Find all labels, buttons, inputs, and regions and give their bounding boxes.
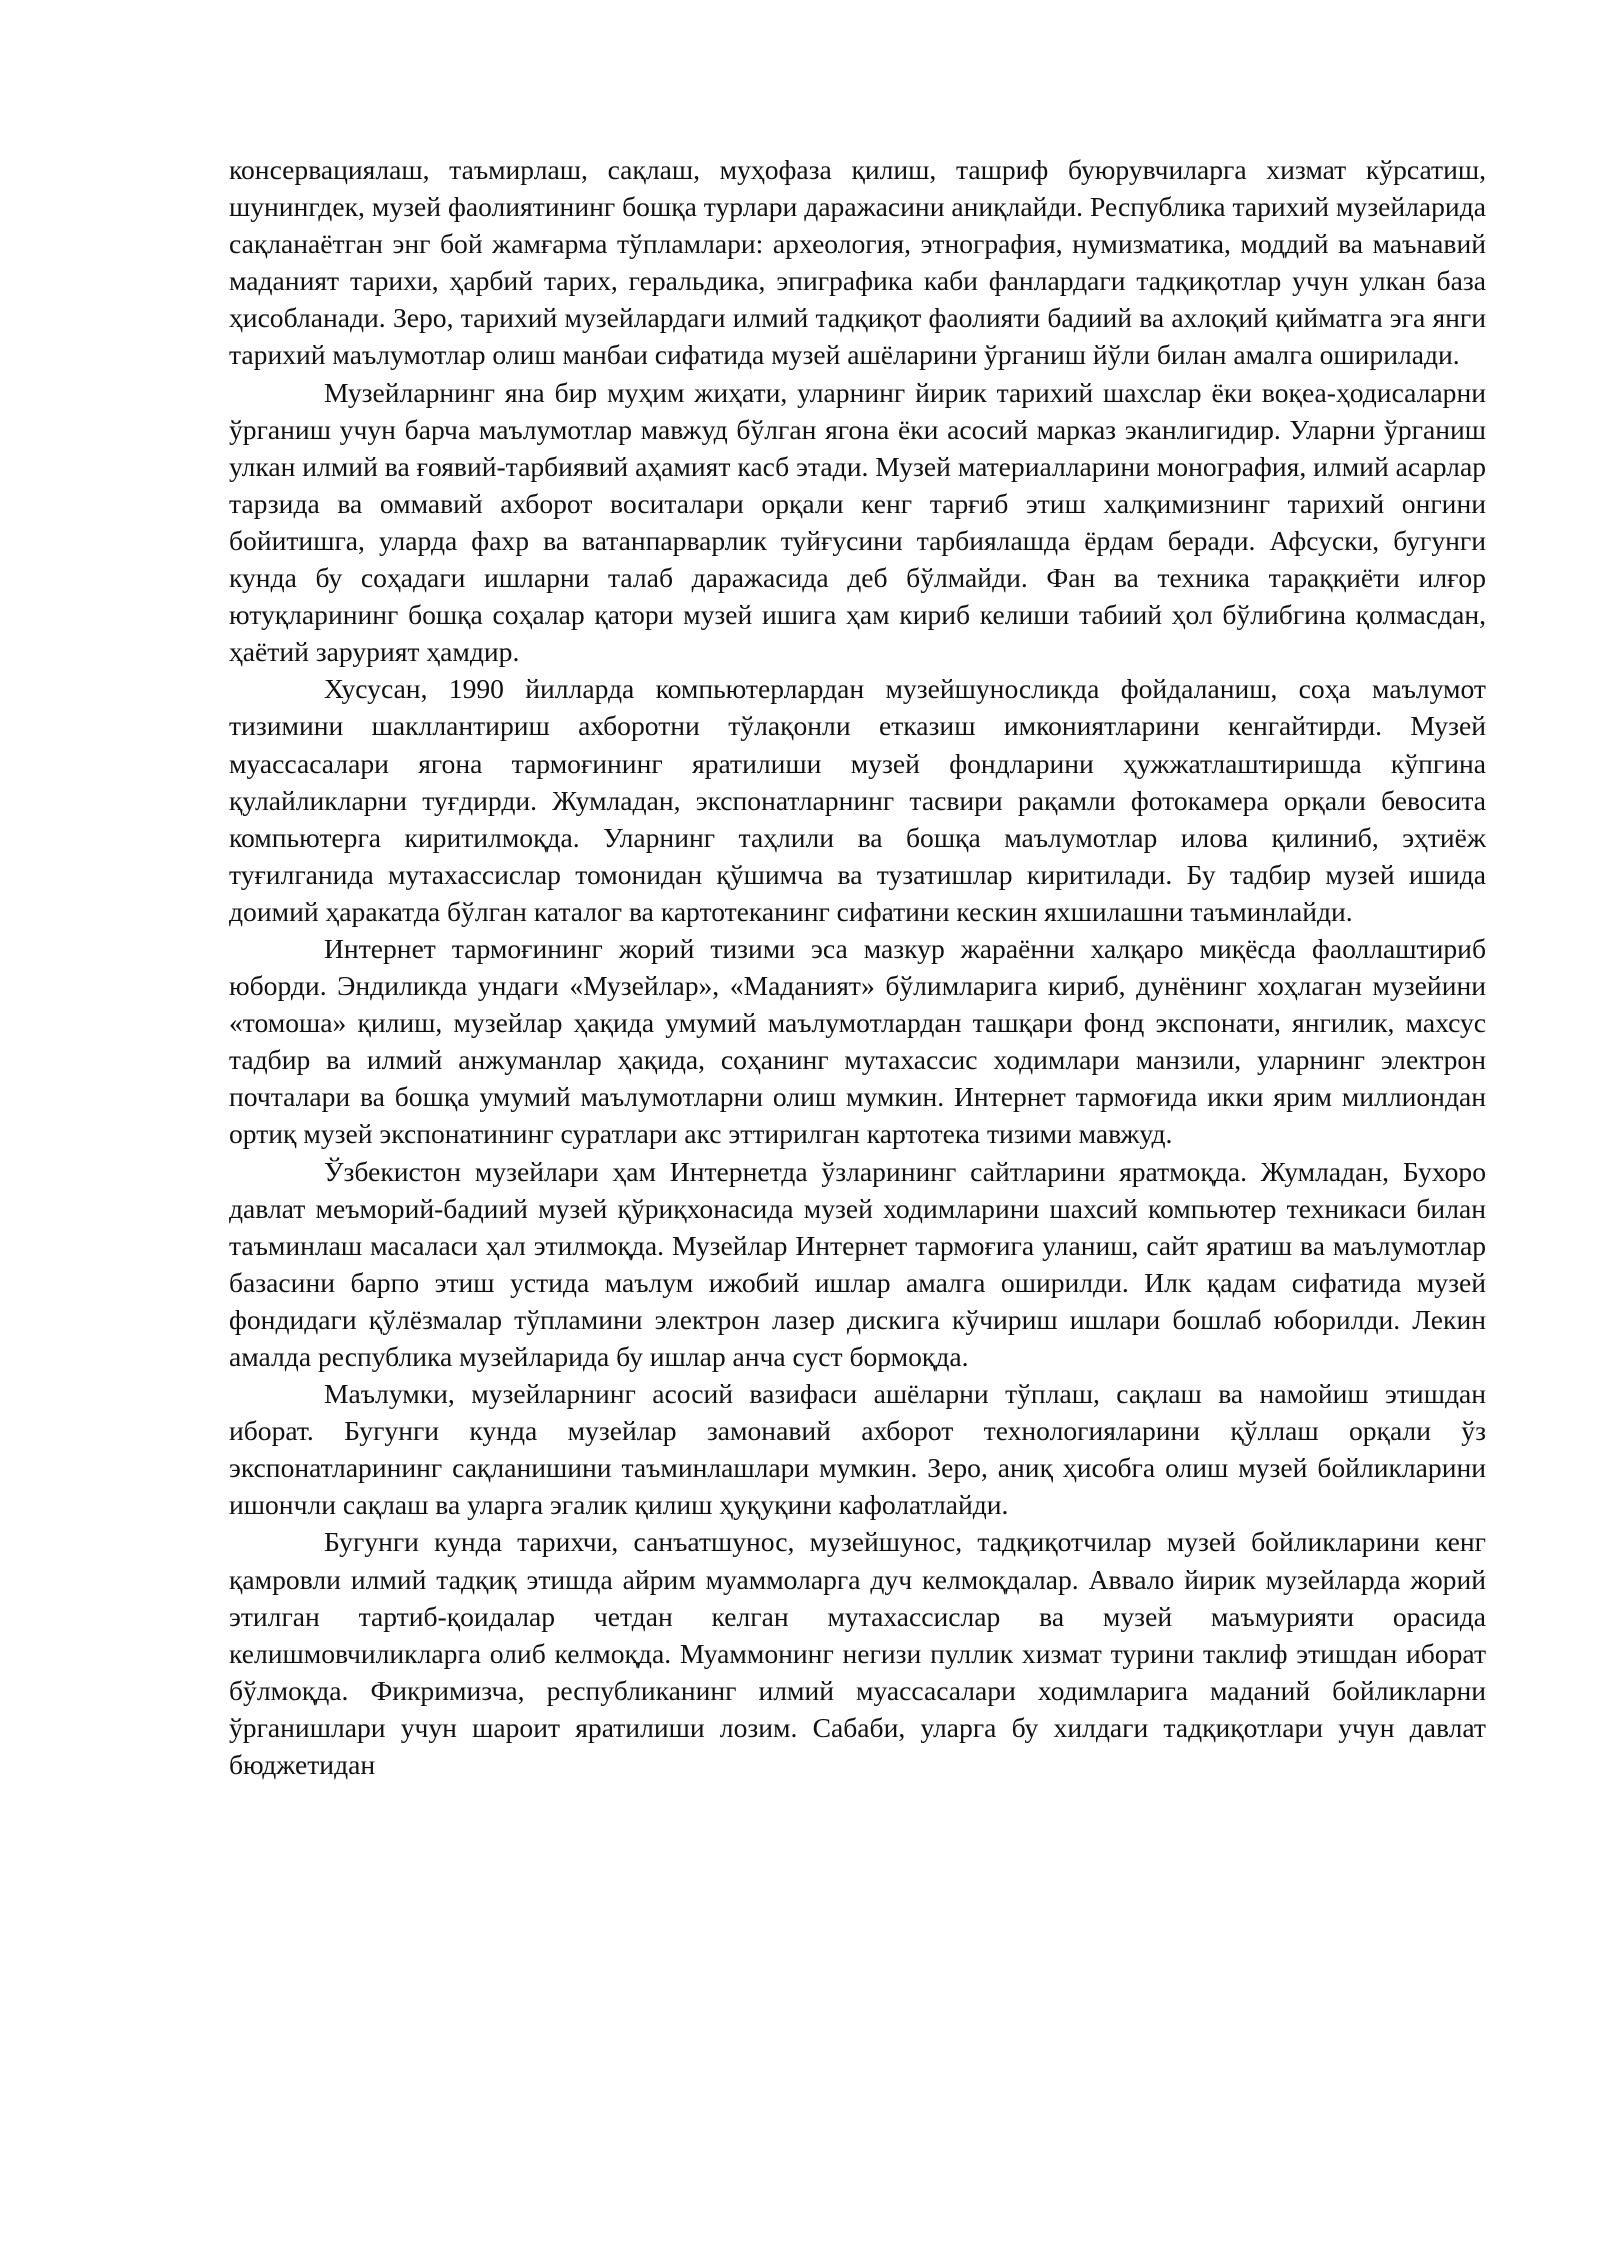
paragraph-6: Маълумки, музейларнинг асосий вазифаси ашёларни тўплаш, сақлаш ва намойиш этишдан иборат. Бугунги кунда музейлар замонавий ахборот технологияларини қўллаш орқали ўз экспонатларининг сақланишини таъминлашлари мумкин. Зеро, аниқ ҳисобга олиш музей бойликларини ишончли сақлаш ва уларга эгалик қилиш ҳуқуқини кафолатлайди. (229, 1378, 1486, 1521)
paragraph-1: консервациялаш, таъмирлаш, сақлаш, муҳофаза қилиш, ташриф буюрувчиларга хизмат кўрсатиш, шунингдек, музей фаолиятининг бошқа турлари даражасини аниқлайди. Республика тарихий музейларида сақланаётган энг бой жамғарма тўпламлари: археология, этнография, нумизматика, моддий ва маънавий маданият тарихи, ҳарбий тарих, геральдика, эпиграфика каби фанлардаги тадқиқотлар учун улкан база ҳисобланади. Зеро, тарихий музейлардаги илмий тадқиқот фаолияти бадиий ва ахлоқий қийматга эга янги тарихий маълумотлар олиш манбаи сифатида музей ашёларини ўрганиш йўли билан амалга оширилади. (229, 154, 1486, 371)
paragraph-7: Бугунги кунда тарихчи, санъатшунос, музейшунос, тадқиқотчилар музей бойликларини кенг қамровли илмий тадқиқ этишда айрим муаммоларга дуч келмоқдалар. Аввало йирик музейларда жорий этилган тартиб-қоидалар четдан келган мутахассислар ва музей маъмурияти орасида келишмовчиликларга олиб келмоқда. Муаммонинг негизи пуллик хизмат турини таклиф этишдан иборат бўлмоқда. Фикримизча, республиканинг илмий муассасалари ходимларига маданий бойликларни ўрганишлари учун шароит яратилиши лозим. Сабаби, уларга бу хилдаги тадқиқотлари учун давлат бюджетидан (229, 1526, 1486, 1781)
paragraph-5: Ўзбекистон музейлари ҳам Интернетда ўзларининг сайтларини яратмоқда. Жумладан, Бухоро давлат меъморий-бадиий музей қўриқхонасида музей ходимларини шахсий компьютер техникаси билан таъминлаш масаласи ҳал этилмоқда. Музейлар Интернет тармоғига уланиш, сайт яратиш ва маълумотлар базасини барпо этиш устида маълум ижобий ишлар амалга оширилди. Илк қадам сифатида музей фондидаги қўлёзмалар тўпламини электрон лазер дискига кўчириш ишлари бошлаб юборилди. Лекин амалда республика музейларида бу ишлар анча суст бормоқда. (229, 1155, 1486, 1372)
paragraph-2: Музейларнинг яна бир муҳим жиҳати, уларнинг йирик тарихий шахслар ёки воқеа-ҳодисаларни ўрганиш учун барча маълумотлар мавжуд бўлган ягона ёки асосий марказ эканлигидир. Уларни ўрганиш улкан илмий ва ғоявий-тарбиявий аҳамият касб этади. Музей материалларини монография, илмий асарлар тарзида ва оммавий ахборот воситалари орқали кенг тарғиб этиш халқимизнинг тарихий онгини бойитишга, уларда фахр ва ватанпарварлик туйғусини тарбиялашда ёрдам беради. Афсуски, бугунги кунда бу соҳадаги ишларни талаб даражасида деб бўлмайди. Фан ва техника тараққиёти илғор ютуқларининг бошқа соҳалар қатори музей ишига ҳам кириб келиши табиий ҳол бўлибгина қолмасдан, ҳаётий зарурият ҳамдир. (229, 376, 1486, 668)
document-body (229, 151, 1486, 1783)
paragraph-3: Хусусан, 1990 йилларда компьютерлардан музейшуносликда фойдаланиш, соҳа маълумот тизимини шакллантириш ахборотни тўлақонли етказиш имкониятларини кенгайтирди. Музей муассасалари ягона тармоғининг яратилиши музей фондларини ҳужжатлаштиришда кўпгина қулайликларни туғдирди. Жумладан, экспонатларнинг тасвири рақамли фотокамера орқали бевосита компьютерга киритилмоқда. Уларнинг таҳлили ва бошқа маълумотлар илова қилиниб, эҳтиёж туғилганида мутахассислар томонидан қўшимча ва тузатишлар киритилади. Бу тадбир музей ишида доимий ҳаракатда бўлган каталог ва картотеканинг сифатини кескин яхшилашни таъминлайди. (229, 673, 1486, 927)
paragraph-4: Интернет тармоғининг жорий тизими эса мазкур жараённи халқаро миқёсда фаоллаштириб юборди. Эндиликда ундаги «Музейлар», «Маданият» бўлимларига кириб, дунёнинг хоҳлаган музейини «томоша» қилиш, музейлар ҳақида умумий маълумотлардан ташқари фонд экспонати, янгилик, махсус тадбир ва илмий анжуманлар ҳақида, соҳанинг мутахассис ходимлари манзили, уларнинг электрон почталари ва бошқа умумий маълумотларни олиш мумкин. Интернет тармоғида икки ярим миллиондан ортиқ музей экспонатининг суратлари акс эттирилган картотека тизими мавжуд. (229, 932, 1486, 1150)
